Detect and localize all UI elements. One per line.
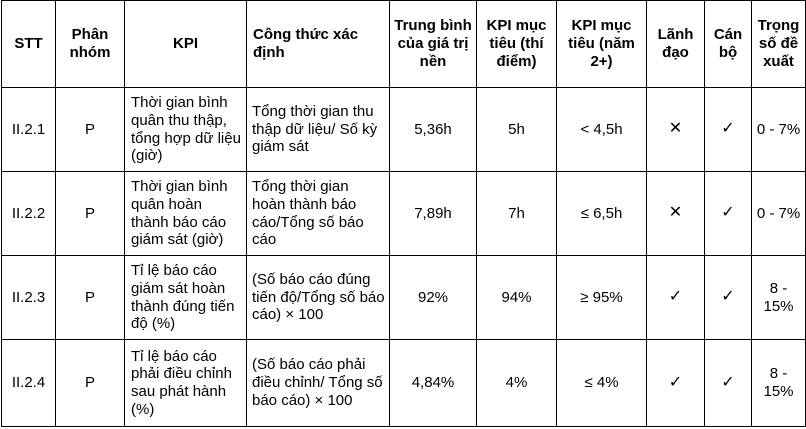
cell-baseline: 92% bbox=[390, 256, 477, 340]
header-baseline: Trung bình của giá trị nền bbox=[390, 1, 477, 88]
cell-formula: Tổng thời gian hoàn thành báo cáo/Tổng số báo cáo bbox=[247, 172, 390, 256]
cell-weight: 0 - 7% bbox=[752, 172, 806, 256]
cell-stt: II.2.4 bbox=[2, 340, 56, 427]
header-formula: Công thức xác định bbox=[247, 1, 390, 88]
check-icon: ✓ bbox=[647, 256, 705, 340]
check-icon: ✓ bbox=[705, 340, 752, 427]
cell-kpi: Thời gian bình quân hoàn thành báo cáo giám sát (giờ) bbox=[125, 172, 247, 256]
cell-stt: II.2.2 bbox=[2, 172, 56, 256]
table-row bbox=[2, 172, 806, 256]
cell-baseline: 5,36h bbox=[390, 88, 477, 172]
table-row bbox=[2, 88, 806, 172]
table-header-row bbox=[2, 1, 806, 88]
cell-target-year2: ≥ 95% bbox=[557, 256, 647, 340]
header-leader: Lãnh đạo bbox=[647, 1, 705, 88]
cell-target-year2: ≤ 4% bbox=[557, 340, 647, 427]
cross-icon: ✕ bbox=[647, 172, 705, 256]
cell-baseline: 4,84% bbox=[390, 340, 477, 427]
cell-target-year2: < 4,5h bbox=[557, 88, 647, 172]
cell-group: P bbox=[56, 172, 125, 256]
cell-target-pilot: 7h bbox=[477, 172, 557, 256]
cell-group: P bbox=[56, 88, 125, 172]
table-row bbox=[2, 340, 806, 427]
header-target-year2: KPI mục tiêu (năm 2+) bbox=[557, 1, 647, 88]
cell-target-pilot: 94% bbox=[477, 256, 557, 340]
table-row bbox=[2, 256, 806, 340]
header-weight: Trọng số đề xuất bbox=[752, 1, 806, 88]
cell-stt: II.2.1 bbox=[2, 88, 56, 172]
cell-target-pilot: 5h bbox=[477, 88, 557, 172]
header-kpi: KPI bbox=[125, 1, 247, 88]
cell-kpi: Tỉ lệ báo cáo giám sát hoàn thành đúng tiến độ (%) bbox=[125, 256, 247, 340]
cell-group: P bbox=[56, 340, 125, 427]
check-icon: ✓ bbox=[705, 256, 752, 340]
cell-weight: 8 - 15% bbox=[752, 340, 806, 427]
check-icon: ✓ bbox=[705, 88, 752, 172]
cell-target-pilot: 4% bbox=[477, 340, 557, 427]
header-stt: STT bbox=[2, 1, 56, 88]
header-staff: Cán bộ bbox=[705, 1, 752, 88]
cell-group: P bbox=[56, 256, 125, 340]
cell-weight: 0 - 7% bbox=[752, 88, 806, 172]
check-icon: ✓ bbox=[705, 172, 752, 256]
cell-kpi: Thời gian bình quân thu thập, tổng hợp dữ liệu (giờ) bbox=[125, 88, 247, 172]
cell-weight: 8 - 15% bbox=[752, 256, 806, 340]
kpi-table bbox=[1, 0, 806, 427]
cell-target-year2: ≤ 6,5h bbox=[557, 172, 647, 256]
cell-formula: Tổng thời gian thu thập dữ liệu/ Số kỳ giám sát bbox=[247, 88, 390, 172]
cross-icon: ✕ bbox=[647, 88, 705, 172]
header-group: Phân nhóm bbox=[56, 1, 125, 88]
cell-formula: (Số báo cáo phải điều chỉnh/ Tổng số báo cáo) × 100 bbox=[247, 340, 390, 427]
cell-baseline: 7,89h bbox=[390, 172, 477, 256]
cell-formula: (Số báo cáo đúng tiến độ/Tổng số báo cáo) × 100 bbox=[247, 256, 390, 340]
cell-stt: II.2.3 bbox=[2, 256, 56, 340]
check-icon: ✓ bbox=[647, 340, 705, 427]
header-target-pilot: KPI mục tiêu (thí điểm) bbox=[477, 1, 557, 88]
cell-kpi: Tỉ lệ báo cáo phải điều chỉnh sau phát hành (%) bbox=[125, 340, 247, 427]
